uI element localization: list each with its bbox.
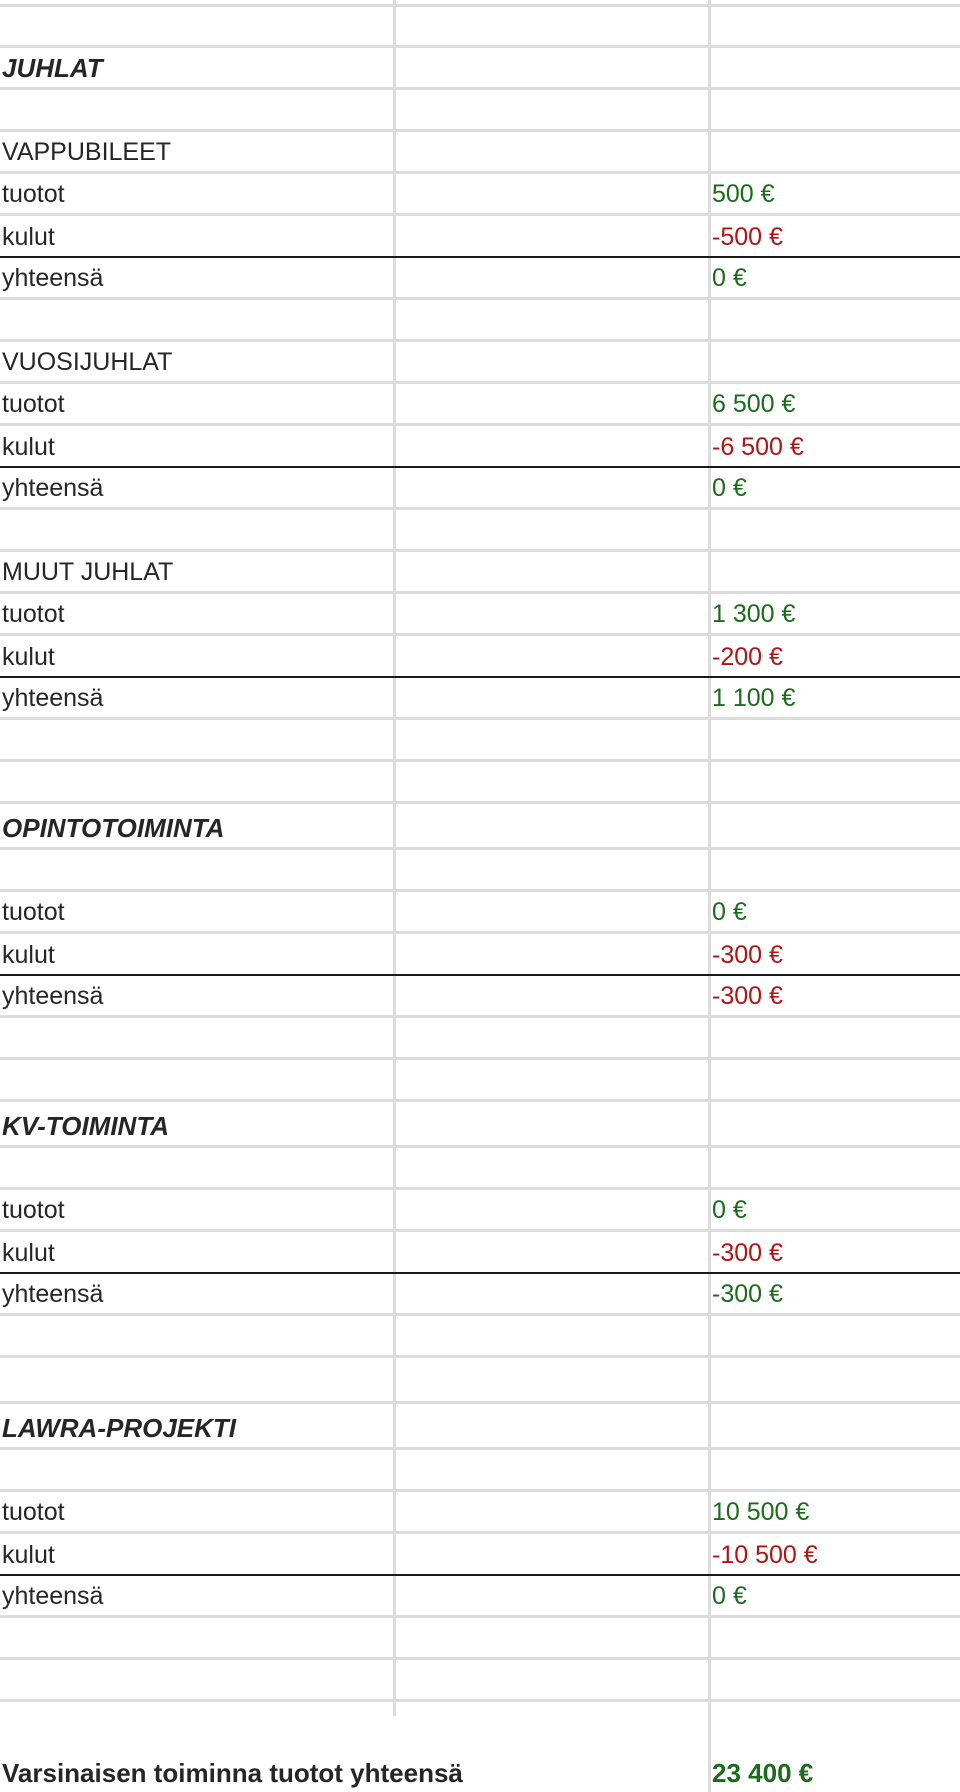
row-label[interactable]: tuotot: [2, 600, 65, 628]
row-label[interactable]: yhteensä: [2, 684, 104, 712]
row-yhteensä: [0, 468, 960, 510]
row-value[interactable]: 0 €: [712, 1196, 747, 1224]
section-title[interactable]: KV-TOIMINTA: [2, 1111, 170, 1141]
row-yhteensä: [0, 1274, 960, 1316]
row-label[interactable]: yhteensä: [2, 982, 104, 1010]
row-value[interactable]: 0 €: [712, 264, 747, 292]
row-opintotoiminta: [0, 804, 960, 850]
row-tuotot: [0, 1190, 960, 1232]
row-tuotot: [0, 892, 960, 934]
empty-row: [0, 1060, 960, 1102]
row-yhteensä: [0, 1576, 960, 1618]
row-kulut: [0, 934, 960, 976]
row-label[interactable]: tuotot: [2, 898, 65, 926]
empty-row: [0, 90, 960, 132]
row-label[interactable]: kulut: [2, 1541, 55, 1569]
row-label[interactable]: VAPPUBILEET: [2, 138, 172, 166]
row-juhlat: [0, 48, 960, 90]
row-label[interactable]: kulut: [2, 1239, 55, 1267]
empty-row: [0, 762, 960, 804]
empty-row: [0, 7, 960, 48]
row-value[interactable]: -300 €: [712, 941, 783, 969]
empty-row: [0, 1018, 960, 1060]
row-tuotot: [0, 1492, 960, 1534]
row-label[interactable]: kulut: [2, 941, 55, 969]
row-vappubileet: [0, 132, 960, 174]
row-value[interactable]: 0 €: [712, 474, 747, 502]
row-muut-juhlat: [0, 552, 960, 594]
row-value[interactable]: -10 500 €: [712, 1541, 818, 1569]
empty-row: [0, 1358, 960, 1404]
empty-row: [0, 300, 960, 342]
empty-row: [0, 1450, 960, 1492]
row-value[interactable]: 1 100 €: [712, 684, 796, 712]
empty-row: [0, 510, 960, 552]
section-title[interactable]: OPINTOTOIMINTA: [2, 813, 225, 843]
row-label[interactable]: tuotot: [2, 1196, 65, 1224]
row-kulut: [0, 216, 960, 258]
empty-row: [0, 1316, 960, 1358]
row-lawra-projekti: [0, 1404, 960, 1450]
row-value[interactable]: 500 €: [712, 180, 775, 208]
row-label[interactable]: MUUT JUHLAT: [2, 558, 174, 586]
row-label[interactable]: tuotot: [2, 180, 65, 208]
row-tuotot: [0, 174, 960, 216]
row-label[interactable]: tuotot: [2, 390, 65, 418]
row-vuosijuhlat: [0, 342, 960, 384]
row-kulut: [0, 1534, 960, 1576]
row-tuotot: [0, 594, 960, 636]
row-value[interactable]: -300 €: [712, 982, 783, 1010]
row-value[interactable]: 0 €: [712, 1582, 747, 1610]
row-value[interactable]: -500 €: [712, 223, 783, 251]
row-label[interactable]: kulut: [2, 223, 55, 251]
row-kulut: [0, 636, 960, 678]
row-label[interactable]: kulut: [2, 643, 55, 671]
empty-row: [0, 1148, 960, 1190]
row-value[interactable]: -6 500 €: [712, 433, 804, 461]
empty-row: [0, 720, 960, 762]
row-label[interactable]: yhteensä: [2, 264, 104, 292]
row-label[interactable]: yhteensä: [2, 1280, 104, 1308]
row-value[interactable]: -200 €: [712, 643, 783, 671]
row-label[interactable]: VUOSIJUHLAT: [2, 348, 173, 376]
row-yhteensä: [0, 976, 960, 1018]
row-value[interactable]: 6 500 €: [712, 390, 796, 418]
row-kulut: [0, 1232, 960, 1274]
empty-row: [0, 1618, 960, 1660]
row-yhteensä: [0, 258, 960, 300]
row-kv-toiminta: [0, 1102, 960, 1148]
row-yhteensä: [0, 678, 960, 720]
section-title[interactable]: JUHLAT: [2, 53, 103, 83]
row-value[interactable]: -300 €: [712, 1239, 783, 1267]
row-value[interactable]: 0 €: [712, 898, 747, 926]
row-value[interactable]: 10 500 €: [712, 1498, 810, 1526]
row-label[interactable]: yhteensä: [2, 1582, 104, 1610]
row-value[interactable]: -300 €: [712, 1280, 783, 1308]
row-label[interactable]: yhteensä: [2, 474, 104, 502]
section-title[interactable]: LAWRA-PROJEKTI: [2, 1413, 236, 1443]
row-label[interactable]: tuotot: [2, 1498, 65, 1526]
row-varsinaisen-toiminna-tuotot-yhteensä: [0, 1702, 960, 1792]
grand-total-label[interactable]: Varsinaisen toiminna tuotot yhteensä: [2, 1758, 463, 1788]
empty-row: [0, 0, 960, 7]
row-tuotot: [0, 384, 960, 426]
grand-total-value[interactable]: 23 400 €: [712, 1758, 814, 1788]
empty-row: [0, 1660, 960, 1702]
row-label[interactable]: kulut: [2, 433, 55, 461]
row-value[interactable]: 1 300 €: [712, 600, 796, 628]
row-kulut: [0, 426, 960, 468]
empty-row: [0, 850, 960, 892]
